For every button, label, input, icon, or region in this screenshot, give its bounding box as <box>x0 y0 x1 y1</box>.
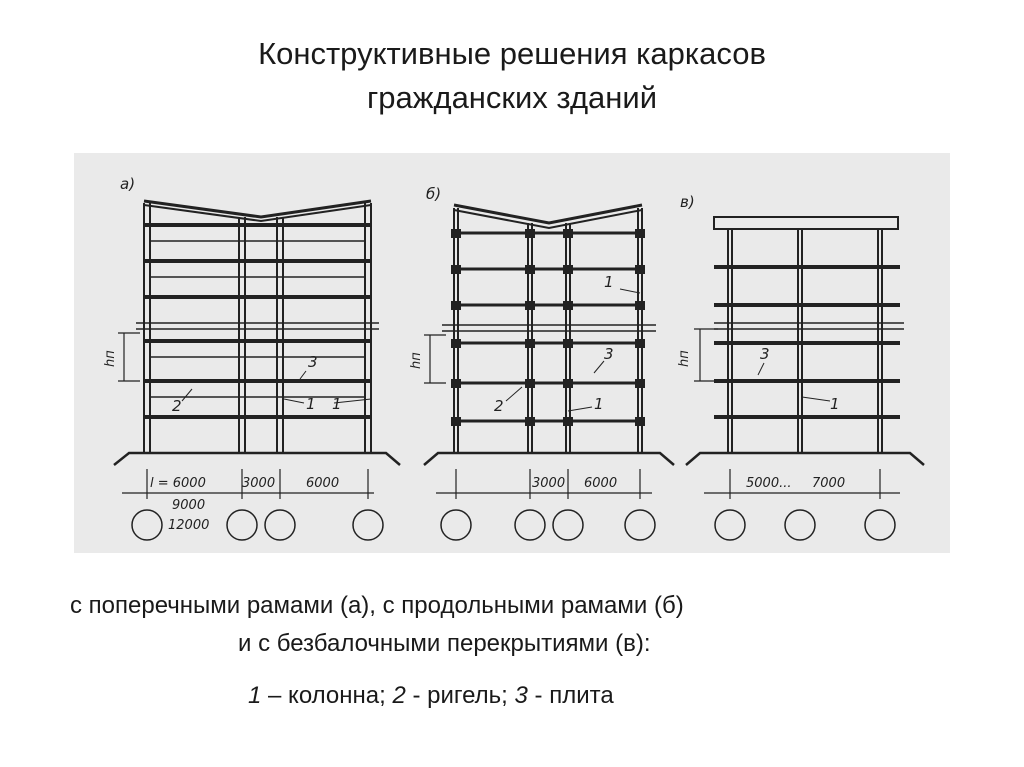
panel-b-dim-6000: 6000 <box>584 476 618 491</box>
frame-diagram <box>74 153 950 553</box>
frame-diagram-svg <box>74 153 950 553</box>
panel-b-floor-height: hп <box>409 352 424 369</box>
panel-c-floor-height: hп <box>677 350 692 367</box>
panel-a-dim-3000: 3000 <box>242 476 276 491</box>
legend-sep-2: - <box>405 682 428 709</box>
panel-a-label: а) <box>120 175 136 193</box>
panel-b-labels <box>409 185 617 491</box>
title-line-1: Конструктивные решения каркасов <box>258 36 766 71</box>
caption-line-2: и с безбалочными перекрытиями (в): <box>238 630 651 657</box>
panel-a-labels <box>103 175 342 533</box>
legend-num-2: 2 <box>392 682 406 709</box>
panel-b-mark-3: 3 <box>604 345 614 363</box>
panel-c-dim-5000: 5000... <box>746 476 792 491</box>
legend-num-3: 3 <box>514 682 528 709</box>
caption-line-1: с поперечными рамами (а), с продольными рамами (б) <box>70 592 684 619</box>
panel-c-dim-7000: 7000 <box>812 476 846 491</box>
legend-text-3: плита <box>549 682 614 709</box>
legend-num-1: 1 <box>248 682 262 709</box>
panel-b-label: б) <box>426 185 442 203</box>
legend-sep-1: – <box>261 682 289 709</box>
panel-b-mark-2: 2 <box>494 397 504 415</box>
legend-text-1: колонна; <box>288 682 386 709</box>
panel-c-mark-1: 1 <box>830 395 840 413</box>
panel-a-mark-3: 3 <box>308 353 318 371</box>
legend-text-2: ригель; <box>427 682 508 709</box>
panel-b-dim-3000: 3000 <box>532 476 566 491</box>
panel-a-floor-height: hп <box>103 350 118 367</box>
panel-b-mark-1-top: 1 <box>604 273 614 291</box>
panel-a-dim-12000: 12000 <box>168 518 210 533</box>
page-title <box>0 32 1024 120</box>
caption-legend <box>248 678 614 714</box>
panel-c-label: в) <box>680 193 695 211</box>
panel-c-frame <box>686 217 924 540</box>
panel-b-joints <box>451 229 645 426</box>
panel-c-mark-3: 3 <box>760 345 770 363</box>
panel-b-mark-1-bottom: 1 <box>594 395 604 413</box>
panel-a-dim-9000: 9000 <box>172 498 206 513</box>
panel-a-dim-6000: 6000 <box>306 476 340 491</box>
legend-sep-3: - <box>527 682 550 709</box>
panel-a-mark-2: 2 <box>172 397 182 415</box>
panel-a-mark-1a: 1 <box>306 395 316 413</box>
panel-a-mark-1b: 1 <box>332 395 342 413</box>
panel-a-dim-l: l = 6000 <box>150 476 206 491</box>
title-line-2: гражданских зданий <box>366 80 658 115</box>
